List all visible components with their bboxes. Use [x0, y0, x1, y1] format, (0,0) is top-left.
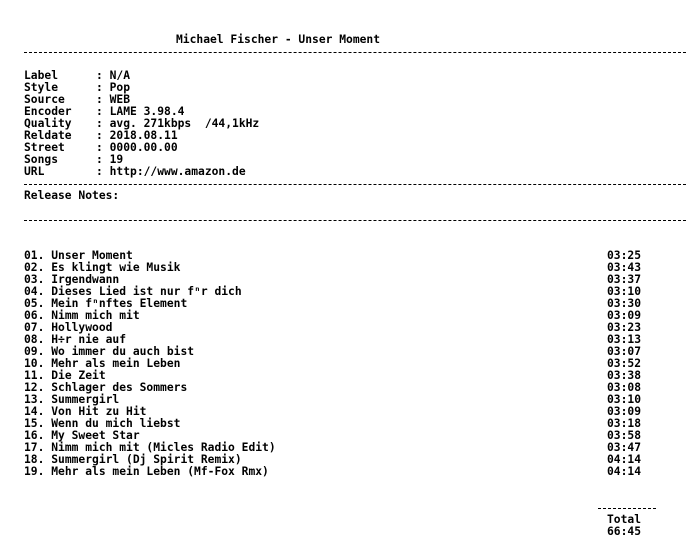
- track-duration: 03:52: [607, 357, 642, 370]
- track-title: Mein fⁿnftes Element: [51, 297, 188, 310]
- track-title: Irgendwann: [51, 273, 120, 286]
- info-value: WEB: [109, 93, 131, 106]
- track-number: 10.: [24, 357, 45, 370]
- track-list: [0, 250, 696, 478]
- info-value: Pop: [109, 81, 131, 94]
- info-value: 2018.08.11: [109, 129, 178, 142]
- track-number: 16.: [24, 429, 45, 442]
- total-divider: [0, 502, 696, 514]
- info-key: Label: [24, 69, 59, 82]
- track-duration: 03:38: [607, 369, 642, 382]
- track-title: Mehr als mein Leben: [51, 357, 181, 370]
- info-separator: :: [96, 93, 110, 106]
- track-title: Dieses Lied ist nur fⁿr dich: [51, 285, 242, 298]
- info-key: Quality: [24, 117, 72, 130]
- track-number: 06.: [24, 309, 45, 322]
- track-duration: 03:23: [607, 321, 642, 334]
- track-title: Nimm mich mit (Micles Radio Edit): [51, 441, 276, 454]
- info-key: URL: [24, 165, 45, 178]
- track-number: 13.: [24, 393, 45, 406]
- info-key: Source: [24, 93, 65, 106]
- track-duration: 03:58: [607, 429, 642, 442]
- info-separator: :: [96, 69, 110, 82]
- track-title: Schlager des Sommers: [51, 381, 188, 394]
- track-number: 03.: [24, 273, 45, 286]
- info-value: http://www.amazon.de: [109, 165, 246, 178]
- track-number: 11.: [24, 369, 45, 382]
- track-title: Unser Moment: [51, 249, 133, 262]
- release-notes-label: Release Notes:: [24, 189, 120, 202]
- track-title: Summergirl: [51, 393, 120, 406]
- track-title: Summergirl (Dj Spirit Remix): [51, 453, 242, 466]
- track-number: 18.: [24, 453, 45, 466]
- track-duration: 03:30: [607, 297, 642, 310]
- info-value: N/A: [109, 69, 131, 82]
- track-duration: 03:09: [607, 309, 642, 322]
- total-time: 66:45: [607, 525, 642, 538]
- track-number: 17.: [24, 441, 45, 454]
- track-duration: 03:18: [607, 417, 642, 430]
- nfo-document: [0, 34, 696, 538]
- track-title: Wenn du mich liebst: [51, 417, 181, 430]
- track-duration: 03:09: [607, 405, 642, 418]
- divider: [0, 214, 696, 226]
- info-value: 0000.00.00: [109, 141, 178, 154]
- info-separator: :: [96, 81, 110, 94]
- info-value: 19: [109, 153, 124, 166]
- track-number: 02.: [24, 261, 45, 274]
- track-row: [0, 466, 696, 478]
- track-duration: 03:07: [607, 345, 642, 358]
- track-duration: 03:10: [607, 285, 642, 298]
- track-title: H÷r nie auf: [51, 333, 127, 346]
- divider: [0, 46, 696, 58]
- track-title: My Sweet Star: [51, 429, 140, 442]
- track-number: 04.: [24, 285, 45, 298]
- info-separator: :: [96, 117, 110, 130]
- info-row-url: [0, 166, 696, 178]
- track-number: 01.: [24, 249, 45, 262]
- track-title: Wo immer du auch bist: [51, 345, 195, 358]
- info-value: avg. 271kbps /44,1kHz: [109, 117, 260, 130]
- info-key: Encoder: [24, 105, 72, 118]
- track-title: Es klingt wie Musik: [51, 261, 181, 274]
- track-duration: 03:37: [607, 273, 642, 286]
- release-title: Michael Fischer - Unser Moment: [176, 33, 381, 46]
- track-number: 09.: [24, 345, 45, 358]
- total-label: Total: [607, 513, 642, 526]
- track-number: 07.: [24, 321, 45, 334]
- track-title: Von Hit zu Hit: [51, 405, 147, 418]
- info-value: LAME 3.98.4: [109, 105, 185, 118]
- track-number: 15.: [24, 417, 45, 430]
- track-duration: 03:13: [607, 333, 642, 346]
- info-separator: :: [96, 105, 110, 118]
- info-separator: :: [96, 153, 110, 166]
- info-block: [0, 70, 696, 178]
- track-title: Mehr als mein Leben (Mf-Fox Rmx): [51, 465, 269, 478]
- track-title: Hollywood: [51, 321, 113, 334]
- track-title: Nimm mich mit: [51, 309, 140, 322]
- track-title: Die Zeit: [51, 369, 106, 382]
- info-key: Style: [24, 81, 59, 94]
- track-number: 05.: [24, 297, 45, 310]
- track-duration: 03:08: [607, 381, 642, 394]
- info-key: Songs: [24, 153, 59, 166]
- track-duration: 03:10: [607, 393, 642, 406]
- track-number: 14.: [24, 405, 45, 418]
- track-number: 12.: [24, 381, 45, 394]
- track-number: 19.: [24, 465, 45, 478]
- track-number: 08.: [24, 333, 45, 346]
- info-key: Street: [24, 141, 65, 154]
- info-separator: :: [96, 165, 110, 178]
- track-duration: 03:43: [607, 261, 642, 274]
- track-duration: 04:14: [607, 465, 642, 478]
- track-duration: 04:14: [607, 453, 642, 466]
- info-separator: :: [96, 129, 110, 142]
- track-duration: 03:47: [607, 441, 642, 454]
- info-key: Reldate: [24, 129, 72, 142]
- track-duration: 03:25: [607, 249, 642, 262]
- info-separator: :: [96, 141, 110, 154]
